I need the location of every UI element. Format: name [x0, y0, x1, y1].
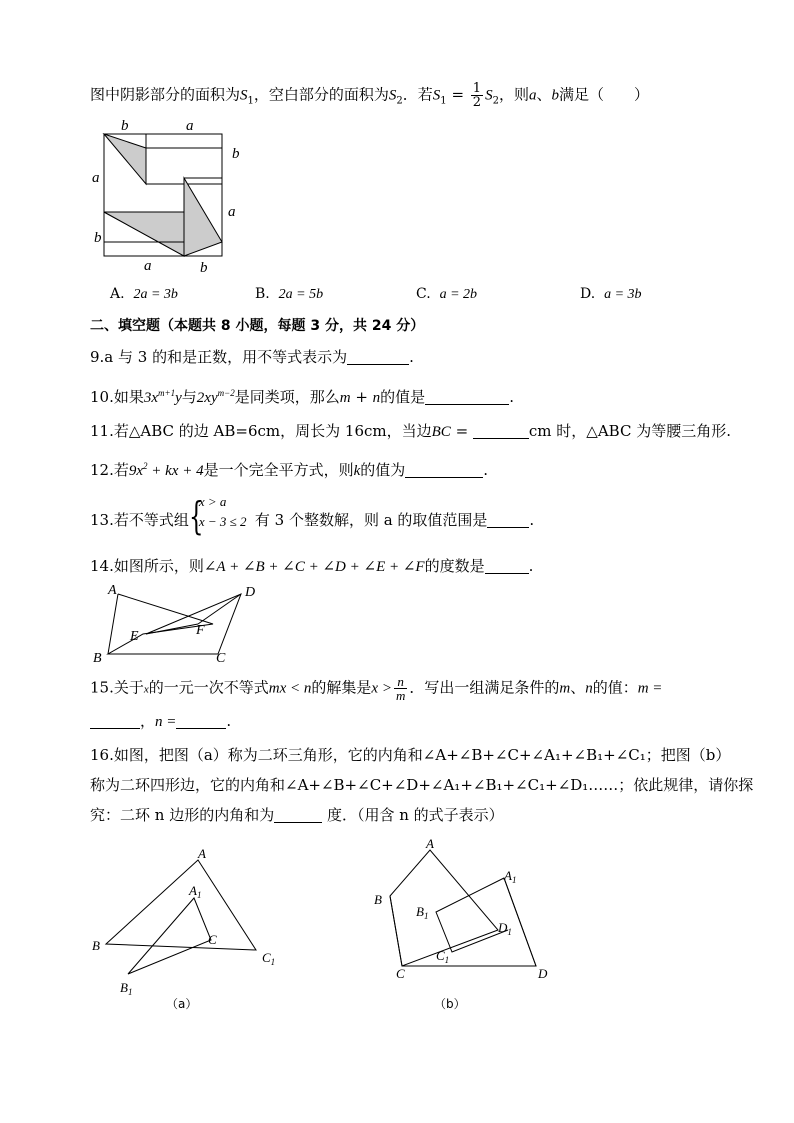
label-b-left: b [94, 230, 102, 246]
q14-answer-blank[interactable] [485, 557, 529, 574]
fraction-half: $\frac{1}{2}$ [472, 81, 482, 110]
figb-label-D1: $D_1$ [498, 920, 512, 937]
option-c[interactable]: C. a = 2b [416, 286, 478, 302]
figb-label-B1: $B_1$ [416, 904, 429, 921]
q14: 14.如图所示，则∠A + ∠B + ∠C + ∠D + ∠E + ∠F的度数是 . [90, 557, 534, 575]
fig14-label-A: A [108, 583, 117, 598]
fraction-n-over-m: $\frac{n}{m}$ [395, 674, 406, 703]
q15: 15.关于x的一元一次不等式mx < n的解集是x > $\frac{n}{m}$ ．写出一组满足条件的m、n的值：m = [90, 674, 663, 703]
q16-line3: 究：二环 n 边形的内角和为 度．（用含 n 的式子表示） [90, 806, 504, 824]
q13-answer-blank[interactable] [487, 511, 529, 528]
figa-label-A: A [198, 846, 206, 861]
q9: 9.a 与 3 的和是正数，用不等式表示为 . [90, 348, 414, 366]
figb-label-D: D [538, 966, 548, 981]
label-a-top: a [186, 118, 194, 134]
caption-b: （b） [434, 997, 466, 1011]
inequality-system: { x > a x − 3 ≤ 2 [188, 494, 247, 538]
q10: 10.如果$3x^{m+1}y$与$2xy^{m-2}$是同类项，那么m + n的值是 . [90, 388, 514, 406]
q12-answer-blank[interactable] [405, 461, 483, 478]
q12: 12.若$9x^2$ + kx + 4是一个完全平方式，则k的值为 . [90, 461, 489, 479]
figb-label-C: C [396, 966, 405, 981]
fig14-label-E: E [130, 629, 139, 644]
label-a-left: a [92, 170, 100, 186]
q14-figure [88, 580, 268, 666]
label-b-top: b [121, 118, 129, 134]
q15-line2: ，n = . [90, 711, 231, 732]
figb-label-C1: $C_1$ [436, 948, 450, 965]
figa-label-B: B [92, 938, 100, 953]
q13: 13.若不等式组 { x > a x − 3 ≤ 2 有 3 个整数解，则 a 的取值范围是 . [90, 494, 535, 538]
label-b-bottom: b [200, 260, 208, 276]
figa-label-C: C [208, 932, 217, 947]
section-title: 二、填空题（本题共 8 小题，每题 3 分，共 24 分） [90, 318, 425, 334]
q11-answer-blank[interactable] [473, 422, 529, 439]
fig14-label-B: B [93, 651, 102, 666]
q15-n-blank[interactable] [176, 712, 226, 729]
option-b[interactable]: B. 2a = 5b [255, 286, 324, 302]
fig14-label-F: F [196, 623, 205, 638]
q16-line2: 称为二环四形边，它的内角和∠A+∠B+∠C+∠D+∠A₁+∠B₁+∠C₁+∠D₁……；依此规律，请你探 [90, 776, 754, 794]
fig14-label-C: C [216, 651, 226, 666]
q15-m-blank[interactable] [90, 712, 140, 729]
label-a-right: a [228, 204, 236, 220]
q8-square-figure [86, 112, 256, 277]
figa-label-C1: $C_1$ [262, 950, 276, 967]
option-a[interactable]: A. 2a = 3b [110, 286, 178, 302]
figb-label-A1: $A_1$ [504, 868, 517, 885]
q16-figure-b [368, 834, 568, 1014]
figa-label-B1: $B_1$ [120, 980, 133, 997]
q11: 11.若△ABC 的边 AB=6cm，周长为 16cm，当边BC = cm 时，△ABC 为等腰三角形. [90, 422, 731, 440]
label-b-right: b [232, 146, 240, 162]
q16-answer-blank[interactable] [274, 806, 322, 823]
figb-label-A: A [426, 836, 434, 851]
label-a-bottom: a [144, 258, 152, 274]
q16-line1: 16.如图，把图（a）称为二环三角形，它的内角和∠A+∠B+∠C+∠A₁+∠B₁+∠C₁；把图（b） [90, 746, 731, 764]
q8-stem: 图中阴影部分的面积为$S_1$，空白部分的面积为$S_2$．若$S_1$ = $\frac{1}{2}$ $S_2$，则a、b满足（ ） [90, 81, 649, 110]
caption-a: （a） [166, 997, 198, 1011]
option-d[interactable]: D. a = 3b [580, 286, 642, 302]
figa-label-A1: $A_1$ [189, 883, 202, 900]
figb-label-B: B [374, 892, 382, 907]
fig14-label-D: D [245, 585, 256, 600]
q10-answer-blank[interactable] [425, 388, 509, 405]
q9-answer-blank[interactable] [347, 348, 409, 365]
q16-figure-a [86, 842, 286, 1022]
